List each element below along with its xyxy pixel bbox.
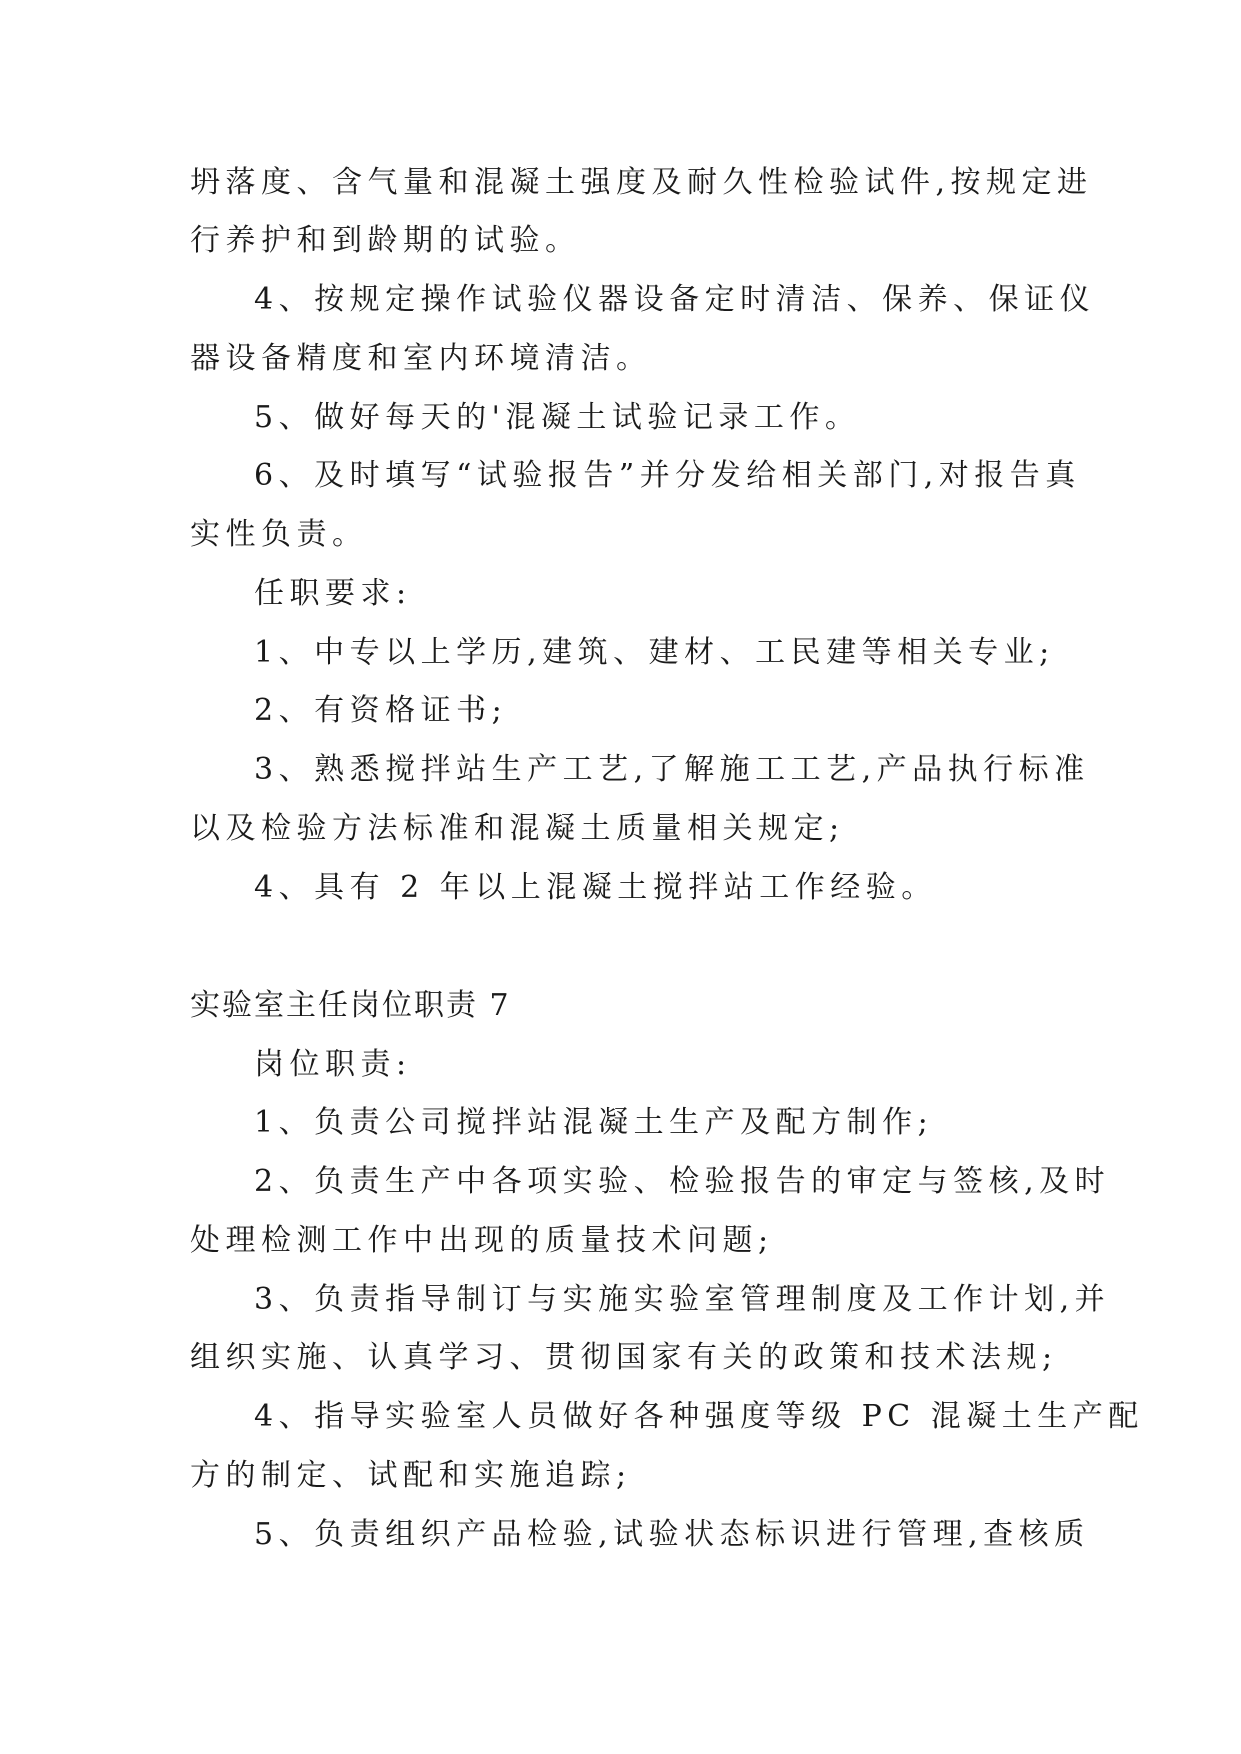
- paragraph-line: 坍落度、含气量和混凝土强度及耐久性检验试件,按规定进: [190, 165, 1093, 200]
- paragraph-line: 6、及时填写“试验报告”并分发给相关部门,对报告真: [254, 458, 1081, 493]
- list-item: 4、具有 2 年以上混凝土搅拌站工作经验。: [254, 870, 937, 905]
- section-heading: 实验室主任岗位职责 7: [190, 988, 511, 1023]
- list-item: 3、熟悉搅拌站生产工艺,了解施工工艺,产品执行标准: [254, 752, 1090, 787]
- list-item: 2、有资格证书;: [254, 693, 508, 728]
- paragraph-line: 方的制定、试配和实施追踪;: [190, 1458, 632, 1493]
- paragraph-line: 4、按规定操作试验仪器设备定时清洁、保养、保证仪: [254, 282, 1096, 317]
- list-item: 5、负责组织产品检验,试验状态标识进行管理,查核质: [254, 1517, 1090, 1552]
- section-label: 任职要求:: [254, 576, 412, 611]
- paragraph-line: 处理检测工作中出现的质量技术问题;: [190, 1223, 774, 1258]
- paragraph-line: 5、做好每天的'混凝土试验记录工作。: [254, 400, 861, 435]
- paragraph-line: 以及检验方法标准和混凝土质量相关规定;: [190, 811, 845, 846]
- list-item: 2、负责生产中各项实验、检验报告的审定与签核,及时: [254, 1164, 1111, 1199]
- section-label: 岗位职责:: [254, 1047, 412, 1082]
- list-item: 3、负责指导制订与实施实验室管理制度及工作计划,并: [254, 1282, 1111, 1317]
- list-item: 4、指导实验室人员做好各种强度等级 PC 混凝土生产配: [254, 1399, 1144, 1434]
- paragraph-line: 器设备精度和室内环境清洁。: [190, 341, 652, 376]
- list-item: 1、负责公司搅拌站混凝土生产及配方制作;: [254, 1105, 934, 1140]
- paragraph-line: 实性负责。: [190, 517, 368, 552]
- paragraph-line: 行养护和到龄期的试验。: [190, 223, 581, 258]
- paragraph-line: 组织实施、认真学习、贯彻国家有关的政策和技术法规;: [190, 1340, 1058, 1375]
- list-item: 1、中专以上学历,建筑、建材、工民建等相关专业;: [254, 635, 1055, 670]
